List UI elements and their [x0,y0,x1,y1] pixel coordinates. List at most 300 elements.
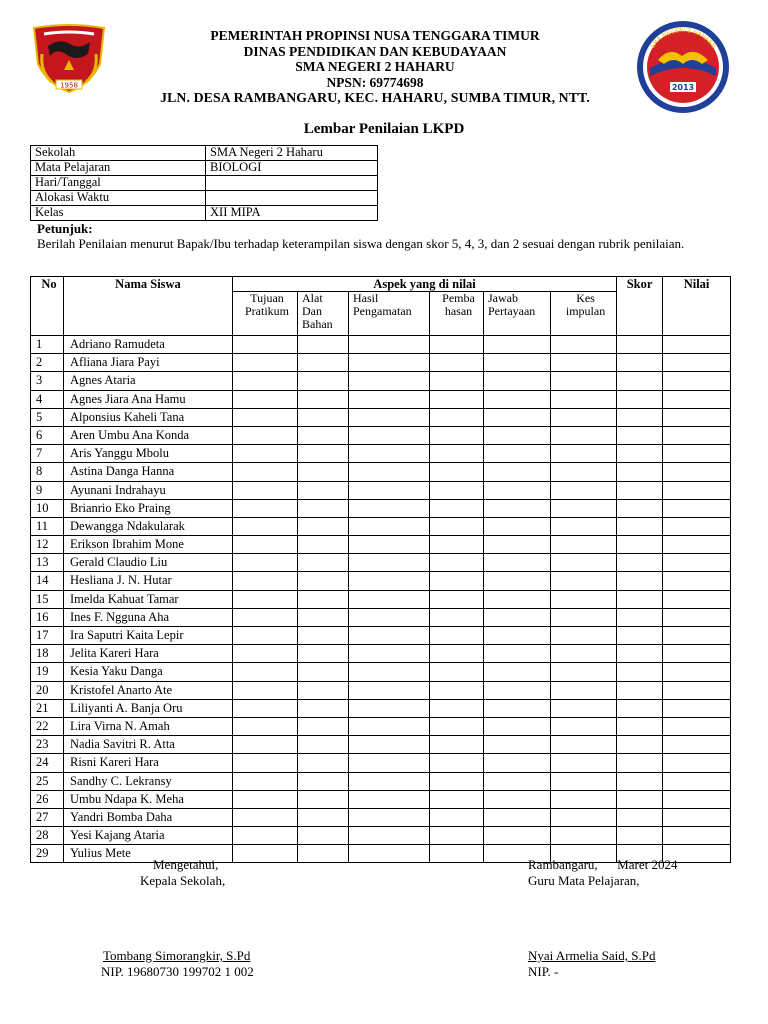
table-row [31,481,731,499]
aspect-score-cell[interactable] [551,426,617,444]
aspect-score-cell[interactable] [233,663,298,681]
aspect-header-1 [233,292,298,336]
aspect-score-cell[interactable] [298,372,349,390]
table-row [31,663,731,681]
aspect-score-cell[interactable] [298,481,349,499]
aspect-score-cell[interactable] [233,590,298,608]
grade-cell[interactable] [663,408,731,426]
aspect-score-cell[interactable] [484,717,551,735]
aspect-score-cell[interactable] [349,499,430,517]
instructions-text: Berilah Penilaian menurut Bapak/Ibu terhadap keterampilan siswa dengan skor 5, 4, 3, dan 2 sesuai dengan rubrik penilaian. [37,236,685,251]
aspect-score-cell[interactable] [430,754,484,772]
aspect-score-cell[interactable] [551,390,617,408]
aspect-score-cell[interactable] [430,408,484,426]
aspect-score-cell[interactable] [298,499,349,517]
aspect-score-cell[interactable] [233,681,298,699]
grade-cell[interactable] [663,572,731,590]
province-emblem-logo [30,24,108,94]
aspect-score-cell[interactable] [233,845,298,863]
student-name: Liliyanti A. Banja Oru [64,699,233,717]
grade-cell[interactable] [663,445,731,463]
aspect-score-cell[interactable] [298,463,349,481]
aspect-score-cell[interactable] [430,590,484,608]
aspect-score-cell[interactable] [430,808,484,826]
aspect-header-line: impulan [565,304,606,318]
grade-cell[interactable] [663,663,731,681]
aspect-score-cell[interactable] [484,663,551,681]
aspect-score-cell[interactable] [430,536,484,554]
score-cell[interactable] [617,481,663,499]
aspect-score-cell[interactable] [430,681,484,699]
aspect-score-cell[interactable] [430,699,484,717]
aspect-score-cell[interactable] [349,390,430,408]
row-number: 1 [31,336,64,354]
row-number: 8 [31,463,64,481]
aspect-score-cell[interactable] [430,517,484,535]
aspect-score-cell[interactable] [484,517,551,535]
aspect-score-cell[interactable] [298,827,349,845]
aspect-score-cell[interactable] [484,499,551,517]
score-cell[interactable] [617,699,663,717]
aspect-score-cell[interactable] [349,663,430,681]
grade-cell[interactable] [663,827,731,845]
aspect-score-cell[interactable] [484,808,551,826]
aspect-score-cell[interactable] [298,736,349,754]
score-cell[interactable] [617,736,663,754]
aspect-score-cell[interactable] [430,445,484,463]
aspect-score-cell[interactable] [484,645,551,663]
aspect-score-cell[interactable] [233,354,298,372]
aspect-score-cell[interactable] [298,336,349,354]
aspect-header-line: Pemba [442,291,475,305]
aspect-score-cell[interactable] [430,627,484,645]
aspect-score-cell[interactable] [551,754,617,772]
aspect-score-cell[interactable] [233,517,298,535]
aspect-score-cell[interactable] [298,536,349,554]
aspect-score-cell[interactable] [349,445,430,463]
grade-cell[interactable] [663,499,731,517]
info-value[interactable] [206,176,378,191]
col-grade-header: Nilai [663,277,731,336]
aspect-header-line: hasan [444,304,473,318]
aspect-score-cell[interactable] [298,627,349,645]
score-cell[interactable] [617,372,663,390]
aspect-score-cell[interactable] [349,536,430,554]
student-name: Yesi Kajang Ataria [64,827,233,845]
score-cell[interactable] [617,517,663,535]
aspect-score-cell[interactable] [233,645,298,663]
table-row [31,627,731,645]
aspect-score-cell[interactable] [430,554,484,572]
score-cell[interactable] [617,554,663,572]
aspect-score-cell[interactable] [233,372,298,390]
aspect-score-cell[interactable] [349,827,430,845]
row-number: 28 [31,827,64,845]
score-cell[interactable] [617,463,663,481]
row-number: 20 [31,681,64,699]
aspect-score-cell[interactable] [484,354,551,372]
student-name: Imelda Kahuat Tamar [64,590,233,608]
aspect-score-cell[interactable] [430,499,484,517]
score-cell[interactable] [617,681,663,699]
aspect-score-cell[interactable] [484,699,551,717]
student-name: Yandri Bomba Daha [64,808,233,826]
student-name: Umbu Ndapa K. Meha [64,790,233,808]
aspect-score-cell[interactable] [298,390,349,408]
aspect-score-cell[interactable] [430,845,484,863]
row-number: 11 [31,517,64,535]
row-number: 25 [31,772,64,790]
table-row [31,445,731,463]
aspect-score-cell[interactable] [484,536,551,554]
aspect-score-cell[interactable] [233,808,298,826]
aspect-score-cell[interactable] [484,481,551,499]
score-cell[interactable] [617,590,663,608]
score-cell[interactable] [617,536,663,554]
aspect-score-cell[interactable] [233,390,298,408]
aspect-score-cell[interactable] [349,699,430,717]
aspect-score-cell[interactable] [298,445,349,463]
aspect-score-cell[interactable] [298,354,349,372]
letterhead-line-2: DINAS PENDIDIKAN DAN KEBUDAYAAN [243,43,507,59]
grade-cell[interactable] [663,590,731,608]
aspect-score-cell[interactable] [233,408,298,426]
score-cell[interactable] [617,445,663,463]
aspect-score-cell[interactable] [551,354,617,372]
aspect-score-cell[interactable] [551,681,617,699]
grade-cell[interactable] [663,645,731,663]
aspect-score-cell[interactable] [551,481,617,499]
aspect-score-cell[interactable] [233,827,298,845]
aspect-score-cell[interactable] [349,845,430,863]
score-cell[interactable] [617,608,663,626]
aspect-score-cell[interactable] [298,717,349,735]
aspect-score-cell[interactable] [298,590,349,608]
aspect-score-cell[interactable] [551,572,617,590]
info-key: Alokasi Waktu [31,191,206,206]
aspect-score-cell[interactable] [349,790,430,808]
aspect-header-line: Alat [302,291,323,305]
grade-cell[interactable] [663,354,731,372]
aspect-score-cell[interactable] [298,772,349,790]
aspect-header-line: Pengamatan [353,304,412,318]
aspect-score-cell[interactable] [233,627,298,645]
aspect-score-cell[interactable] [298,845,349,863]
right-logo-ring-text: SMA NEGERI 2 HAHARU [649,26,717,50]
aspect-header-line: Bahan [302,317,333,331]
aspect-score-cell[interactable] [430,481,484,499]
aspect-score-cell[interactable] [233,572,298,590]
aspect-score-cell[interactable] [349,717,430,735]
aspect-score-cell[interactable] [430,354,484,372]
aspect-score-cell[interactable] [484,572,551,590]
right-logo-year: 2013 [671,83,695,92]
student-name: Risni Kareri Hara [64,754,233,772]
score-cell[interactable] [617,572,663,590]
aspect-score-cell[interactable] [349,736,430,754]
aspect-score-cell[interactable] [430,827,484,845]
grade-cell[interactable] [663,681,731,699]
student-name: Afliana Jiara Payi [64,354,233,372]
score-cell[interactable] [617,408,663,426]
info-value[interactable]: BIOLOGI [206,161,378,176]
aspect-score-cell[interactable] [349,645,430,663]
grade-cell[interactable] [663,372,731,390]
aspect-score-cell[interactable] [233,536,298,554]
row-number: 22 [31,717,64,735]
row-number: 4 [31,390,64,408]
student-name: Brianrio Eko Praing [64,499,233,517]
aspect-score-cell[interactable] [349,517,430,535]
aspect-score-cell[interactable] [349,336,430,354]
aspect-score-cell[interactable] [233,426,298,444]
score-cell[interactable] [617,808,663,826]
aspect-score-cell[interactable] [551,590,617,608]
table-row [31,645,731,663]
aspect-score-cell[interactable] [298,663,349,681]
info-value[interactable] [206,191,378,206]
score-cell[interactable] [617,645,663,663]
aspect-score-cell[interactable] [551,608,617,626]
aspect-score-cell[interactable] [298,808,349,826]
aspect-score-cell[interactable] [484,736,551,754]
aspect-score-cell[interactable] [349,372,430,390]
aspect-score-cell[interactable] [430,645,484,663]
grade-cell[interactable] [663,699,731,717]
aspect-score-cell[interactable] [233,772,298,790]
aspect-score-cell[interactable] [551,445,617,463]
grade-cell[interactable] [663,754,731,772]
table-row [31,772,731,790]
aspect-score-cell[interactable] [484,608,551,626]
aspect-score-cell[interactable] [484,754,551,772]
grade-cell[interactable] [663,481,731,499]
aspect-score-cell[interactable] [484,463,551,481]
letterhead-line-1: PEMERINTAH PROPINSI NUSA TENGGARA TIMUR [210,28,540,43]
grade-cell[interactable] [663,772,731,790]
aspect-score-cell[interactable] [484,772,551,790]
grade-cell[interactable] [663,463,731,481]
table-row [31,681,731,699]
aspect-score-cell[interactable] [484,426,551,444]
aspect-score-cell[interactable] [551,808,617,826]
aspect-score-cell[interactable] [430,717,484,735]
aspect-score-cell[interactable] [551,772,617,790]
student-name: Gerald Claudio Liu [64,554,233,572]
aspect-score-cell[interactable] [430,390,484,408]
aspect-score-cell[interactable] [551,517,617,535]
score-cell[interactable] [617,354,663,372]
row-number: 29 [31,845,64,863]
aspect-score-cell[interactable] [233,754,298,772]
aspect-score-cell[interactable] [349,754,430,772]
aspect-score-cell[interactable] [551,699,617,717]
aspect-score-cell[interactable] [349,572,430,590]
aspect-score-cell[interactable] [233,608,298,626]
aspect-score-cell[interactable] [349,627,430,645]
grade-cell[interactable] [663,336,731,354]
aspect-score-cell[interactable] [298,790,349,808]
aspect-header-line: Jawab [488,291,518,305]
aspect-score-cell[interactable] [484,372,551,390]
aspect-score-cell[interactable] [233,445,298,463]
aspect-score-cell[interactable] [430,463,484,481]
score-cell[interactable] [617,627,663,645]
aspect-score-cell[interactable] [349,590,430,608]
score-cell[interactable] [617,499,663,517]
student-name: Ines F. Ngguna Aha [64,608,233,626]
aspect-score-cell[interactable] [484,827,551,845]
grade-cell[interactable] [663,790,731,808]
aspect-score-cell[interactable] [233,736,298,754]
aspect-score-cell[interactable] [484,590,551,608]
aspect-score-cell[interactable] [349,808,430,826]
score-cell[interactable] [617,336,663,354]
school-emblem-logo [636,20,730,114]
grade-cell[interactable] [663,736,731,754]
aspect-score-cell[interactable] [551,554,617,572]
aspect-score-cell[interactable] [551,717,617,735]
grade-cell[interactable] [663,426,731,444]
grade-cell[interactable] [663,517,731,535]
aspect-score-cell[interactable] [349,408,430,426]
aspect-score-cell[interactable] [298,408,349,426]
aspect-score-cell[interactable] [551,827,617,845]
score-cell[interactable] [617,717,663,735]
student-name: Kesia Yaku Danga [64,663,233,681]
aspect-score-cell[interactable] [551,663,617,681]
score-cell[interactable] [617,754,663,772]
score-cell[interactable] [617,772,663,790]
aspect-score-cell[interactable] [551,627,617,645]
student-name: Agnes Ataria [64,372,233,390]
aspect-score-cell[interactable] [484,681,551,699]
aspect-score-cell[interactable] [298,699,349,717]
row-number: 10 [31,499,64,517]
aspect-header-line: Pratikum [245,304,289,318]
aspect-score-cell[interactable] [233,790,298,808]
principal-title: Kepala Sekolah, [140,873,226,888]
student-name: Adriano Ramudeta [64,336,233,354]
letterhead [110,28,640,106]
aspect-score-cell[interactable] [551,645,617,663]
aspect-score-cell[interactable] [298,608,349,626]
aspect-score-cell[interactable] [551,408,617,426]
row-number: 16 [31,608,64,626]
row-number: 24 [31,754,64,772]
aspect-score-cell[interactable] [349,481,430,499]
table-row [31,754,731,772]
aspect-score-cell[interactable] [484,408,551,426]
aspect-score-cell[interactable] [484,390,551,408]
aspect-score-cell[interactable] [484,445,551,463]
aspect-score-cell[interactable] [430,608,484,626]
aspect-score-cell[interactable] [430,426,484,444]
aspect-score-cell[interactable] [484,554,551,572]
aspect-score-cell[interactable] [349,426,430,444]
aspect-score-cell[interactable] [430,572,484,590]
aspect-score-cell[interactable] [551,336,617,354]
aspect-score-cell[interactable] [298,645,349,663]
table-row [31,808,731,826]
aspect-score-cell[interactable] [233,499,298,517]
aspect-score-cell[interactable] [233,554,298,572]
score-cell[interactable] [617,827,663,845]
grade-cell[interactable] [663,808,731,826]
table-row [31,426,731,444]
grade-cell[interactable] [663,717,731,735]
student-name: Kristofel Anarto Ate [64,681,233,699]
score-cell[interactable] [617,426,663,444]
aspect-score-cell[interactable] [430,736,484,754]
aspect-score-cell[interactable] [551,372,617,390]
aspect-score-cell[interactable] [430,372,484,390]
grade-cell[interactable] [663,608,731,626]
grade-cell[interactable] [663,390,731,408]
aspect-score-cell[interactable] [233,717,298,735]
aspect-score-cell[interactable] [349,554,430,572]
aspect-score-cell[interactable] [430,336,484,354]
grade-cell[interactable] [663,554,731,572]
aspect-score-cell[interactable] [349,463,430,481]
aspect-score-cell[interactable] [298,517,349,535]
row-number: 7 [31,445,64,463]
aspect-score-cell[interactable] [551,463,617,481]
aspect-score-cell[interactable] [233,699,298,717]
aspect-score-cell[interactable] [298,754,349,772]
table-row [31,827,731,845]
student-name: Ira Saputri Kaita Lepir [64,627,233,645]
aspect-score-cell[interactable] [551,499,617,517]
aspect-score-cell[interactable] [233,481,298,499]
aspect-score-cell[interactable] [298,554,349,572]
grade-cell[interactable] [663,536,731,554]
aspect-score-cell[interactable] [349,354,430,372]
aspect-score-cell[interactable] [298,681,349,699]
aspect-score-cell[interactable] [484,336,551,354]
instructions-heading: Petunjuk: [37,221,93,236]
aspect-score-cell[interactable] [551,790,617,808]
row-number: 2 [31,354,64,372]
info-value[interactable]: XII MIPA [206,206,378,221]
score-cell[interactable] [617,390,663,408]
aspect-score-cell[interactable] [233,463,298,481]
info-row [31,146,378,161]
aspect-score-cell[interactable] [349,681,430,699]
aspect-score-cell[interactable] [484,790,551,808]
aspect-score-cell[interactable] [430,772,484,790]
score-cell[interactable] [617,663,663,681]
aspect-score-cell[interactable] [298,572,349,590]
aspect-score-cell[interactable] [233,336,298,354]
aspect-score-cell[interactable] [484,627,551,645]
aspect-score-cell[interactable] [349,772,430,790]
student-name: Nadia Savitri R. Atta [64,736,233,754]
aspect-score-cell[interactable] [551,536,617,554]
info-row [31,176,378,191]
student-name: Alponsius Kaheli Tana [64,408,233,426]
aspect-score-cell[interactable] [298,426,349,444]
info-row [31,206,378,221]
aspect-score-cell[interactable] [430,790,484,808]
grade-cell[interactable] [663,627,731,645]
aspect-score-cell[interactable] [349,608,430,626]
info-value[interactable]: SMA Negeri 2 Haharu [206,146,378,161]
aspect-score-cell[interactable] [430,663,484,681]
row-number: 23 [31,736,64,754]
score-cell[interactable] [617,790,663,808]
aspect-score-cell[interactable] [551,736,617,754]
